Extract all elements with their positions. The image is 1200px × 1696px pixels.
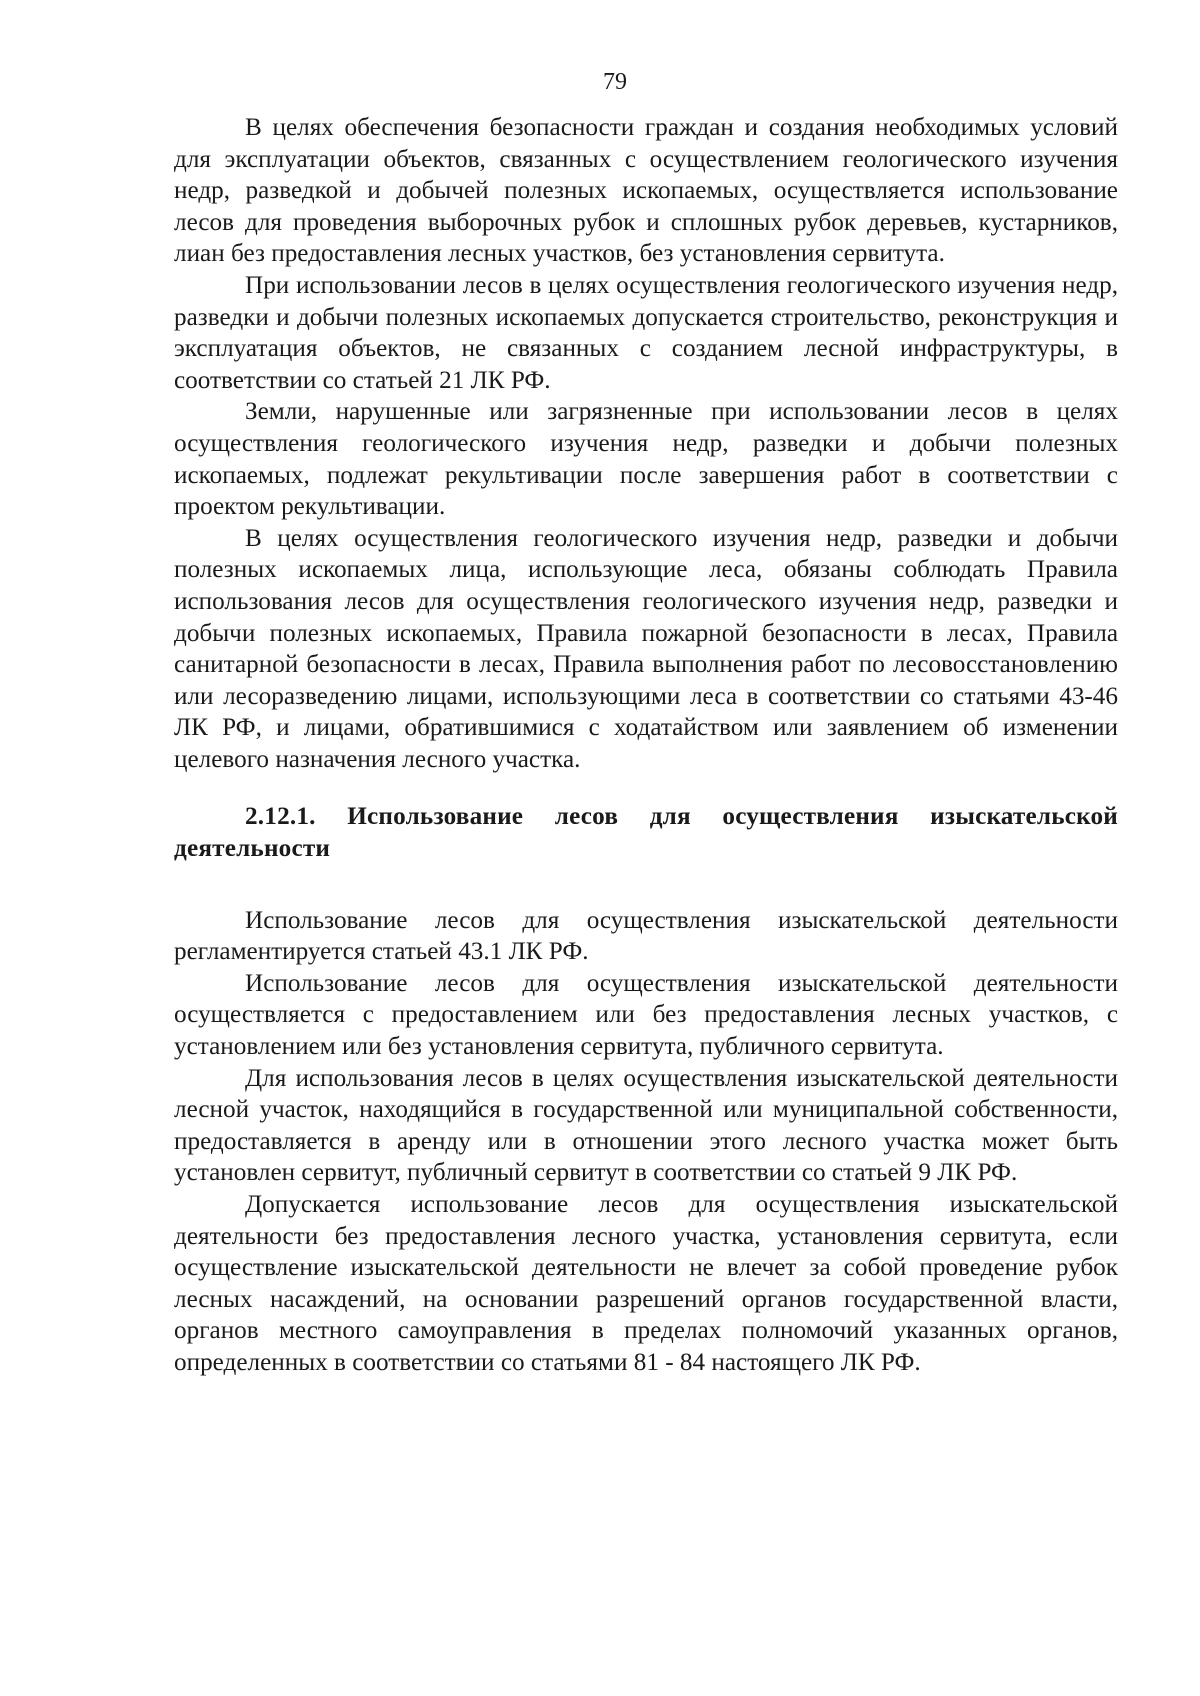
paragraph-rules-compliance: В целях осуществления геологического изучения недр, разведки и добычи полезных ископаемых лица, использующие леса, обязаны соблюдать Правила использования лесов для осуществления геологического изучения недр, разведки и добычи полезных ископаемых, Правила пожарной безопасности в лесах, Правила санитарной безопасности в лесах, Правила выполнения работ по лесовосстановлению или лесоразведению лицами, использующими леса в соответствии со статьями 43-46 ЛК РФ, и лицами, обратившимися с ходатайством или заявлением об изменении целевого назначения лесного участка.: [174, 524, 1118, 773]
section-heading: 2.12.1. Использование лесов для осуществления изыскательской деятельности: [174, 803, 1118, 863]
spacer: [174, 865, 1118, 905]
paragraph-provision-modes: Использование лесов для осуществления изыскательской деятельности осуществляется с предоставлением или без предоставления лесных участков, с установлением или без установления сервитута, публичного сервитута.: [174, 969, 1118, 1061]
paragraph-permits: Допускается использование лесов для осуществления изыскательской деятельности без предоставления лесного участка, установления сервитута, если осуществление изыскательской деятельности не влечет за собой проведение рубок лесных насаждений, на основании разрешений органов государственной власти, органов местного самоуправления в пределах полномочий указанных органов, определенных в соответствии со статьями 81 - 84 настоящего ЛК РФ.: [174, 1191, 1118, 1376]
paragraph-construction-objects: При использовании лесов в целях осуществления геологического изучения недр, разведки и добычи полезных ископаемых допускается строительство, реконструкция и эксплуатация объектов, не связанных с созданием лесной инфраструктуры, в соответствии со статьей 21 ЛК РФ.: [174, 271, 1118, 394]
paragraph-regulation: Использование лесов для осуществления изыскательской деятельности регламентируется статьей 43.1 ЛК РФ.: [174, 906, 1118, 966]
paragraph-safety-logging: В целях обеспечения безопасности граждан и создания необходимых условий для эксплуатации объектов, связанных с осуществлением геологического изучения недр, разведкой и добычей полезных ископаемых, осуществляется использование лесов для проведения выборочных рубок и сплошных рубок деревьев, кустарников, лиан без предоставления лесных участков, без установления сервитута.: [174, 114, 1118, 268]
paragraph-lease-servitude: Для использования лесов в целях осуществления изыскательской деятельности лесной участок, находящийся в государственной или муниципальной собственности, предоставляется в аренду или в отношении этого лесного участка может быть установлен сервитут, публичный сервитут в соответствии со статьей 9 ЛК РФ.: [174, 1064, 1118, 1187]
spacer: [174, 775, 1118, 801]
page-number: 79: [603, 69, 627, 95]
document-body: [174, 112, 1118, 1379]
paragraph-land-reclamation: Земли, нарушенные или загрязненные при использовании лесов в целях осуществления геологического изучения недр, разведки и добычи полезных ископаемых, подлежат рекультивации после завершения работ в соответствии с проектом рекультивации.: [174, 398, 1118, 521]
